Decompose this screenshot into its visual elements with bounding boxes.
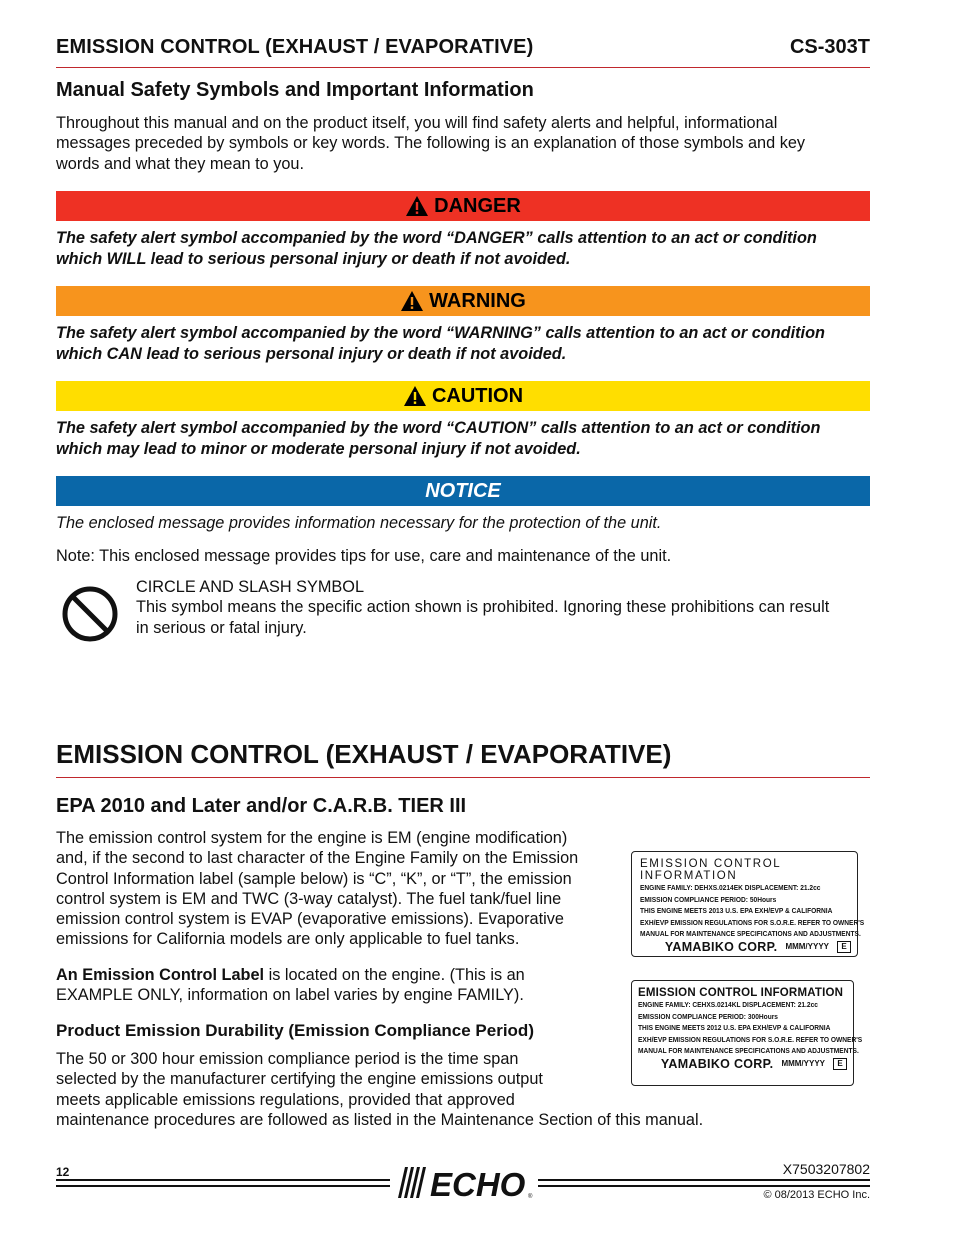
warning-banner bbox=[56, 286, 870, 316]
copyright: © 08/2013 ECHO Inc. bbox=[763, 1189, 870, 1201]
emission-label-sample-1: EMISSION CONTROL INFORMATION ENGINE FAMILY: DEHXS.0214EK DISPLACEMENT: 21.2cc EMISSION COMPLIANCE PERIOD: 50Hours THIS ENGINE MEETS 2013 U.S. EPA EXH/EVP & CALIFORNIA EXH/EVP EMISSION REGULATIONS FOR S.O.R.E. REFER TO OWNER'S MANUAL FOR MAINTENANCE SPECIFICATIONS AND ADJUSTMENTS. YAMABIKO CORP. MMM/YYYY E bbox=[631, 851, 858, 957]
emission-paragraph-1: The emission control system for the engine is EM (engine modification) and, if the second to last character of the Engine Family on the Emission Control Information label (sample below) is “C”, “K”, or “T”, the emission control system is EM and TWC (3-way catalyst). The fuel tank/fuel line emission control system is EVAP (evaporative emissions). Evaporative emissions for California models are only applicable to fuel tanks. bbox=[56, 829, 579, 949]
alert-triangle-icon bbox=[400, 290, 424, 312]
note-text: Note: This enclosed message provides tips for use, care and maintenance of the unit. bbox=[56, 547, 672, 565]
notice-banner bbox=[56, 476, 870, 506]
circle-slash-icon bbox=[60, 584, 120, 644]
header-section-title: EMISSION CONTROL (EXHAUST / EVAPORATIVE) bbox=[56, 36, 534, 58]
alert-triangle-icon bbox=[403, 385, 427, 407]
emission-label-bold: An Emission Control Label bbox=[56, 966, 265, 984]
header-model: CS-303T bbox=[789, 36, 870, 58]
danger-text: The safety alert symbol accompanied by the word “DANGER” calls attention to an act or condition which WILL lead to serious personal injury or death if not avoided. bbox=[56, 229, 817, 268]
page-header bbox=[56, 32, 870, 68]
circle-slash-description: CIRCLE AND SLASH SYMBOL This symbol means the specific action shown is prohibited. Ignoring these prohibitions can result in serious or fatal injury. bbox=[136, 578, 830, 637]
warning-text: The safety alert symbol accompanied by the word “WARNING” calls attention to an act or condition which CAN lead to serious personal injury or death if not avoided. bbox=[56, 324, 825, 363]
danger-label: DANGER bbox=[434, 194, 521, 217]
e-mark-icon: E bbox=[833, 1058, 847, 1070]
caution-label: CAUTION bbox=[431, 384, 524, 407]
circle-slash-title: CIRCLE AND SLASH SYMBOL bbox=[136, 578, 365, 596]
page-number: 12 bbox=[56, 1165, 70, 1179]
warning-label: WARNING bbox=[429, 289, 526, 312]
caution-text: The safety alert symbol accompanied by the word “CAUTION” calls attention to an act or condition which may lead to minor or moderate personal injury if not avoided. bbox=[56, 419, 821, 458]
danger-banner bbox=[56, 191, 870, 221]
emission-title: EMISSION CONTROL (EXHAUST / EVAPORATIVE) bbox=[56, 739, 870, 778]
alert-triangle-icon bbox=[405, 195, 429, 217]
doc-number: X7503207802 bbox=[782, 1161, 870, 1177]
notice-label: NOTICE bbox=[425, 479, 501, 502]
echo-logo-mark-icon bbox=[390, 1163, 538, 1203]
label-2-title: EMISSION CONTROL INFORMATION bbox=[638, 987, 844, 999]
caution-banner bbox=[56, 381, 870, 411]
label-1-corp: YAMABIKO CORP. bbox=[664, 939, 778, 954]
durability-title: Product Emission Durability (Emission Compliance Period) bbox=[56, 1021, 534, 1040]
echo-logo-text: ECHO bbox=[430, 1166, 526, 1203]
echo-logo bbox=[390, 1163, 538, 1203]
emission-label-sample-2: EMISSION CONTROL INFORMATION ENGINE FAMILY: CEHXS.0214KL DISPLACEMENT: 21.2cc EMISSION COMPLIANCE PERIOD: 300Hours THIS ENGINE MEETS 2012 U.S. EPA EXH/EVP & CALIFORNIA EXH/EVP EMISSION REGULATIONS FOR S.O.R.E. REFER TO OWNER'S MANUAL FOR MAINTENANCE SPECIFICATIONS AND ADJUSTMENTS. YAMABIKO CORP. MMM/YYYY E bbox=[631, 980, 854, 1086]
safety-section-title: Manual Safety Symbols and Important Information bbox=[56, 79, 534, 101]
label-1-title: EMISSION CONTROL INFORMATION bbox=[640, 858, 781, 882]
emission-subtitle: EPA 2010 and Later and/or C.A.R.B. TIER III bbox=[56, 795, 467, 817]
safety-intro: Throughout this manual and on the product itself, you will find safety alerts and helpful, informational messages preceded by symbols or key words. The following is an explanation of those symbols and key words and what they mean to you. bbox=[56, 114, 806, 173]
emission-paragraph-3: The 50 or 300 hour emission compliance period is the time span selected by the manufacturer certifying the engine emissions output meets applicable emissions regulations, provided that approved maintenance procedures are followed as listed in the Maintenance Section of this manual. bbox=[56, 1050, 704, 1129]
svg-text:®: ® bbox=[528, 1194, 533, 1200]
label-2-corp: YAMABIKO CORP. bbox=[660, 1056, 774, 1071]
e-mark-icon: E bbox=[837, 941, 851, 953]
notice-text: The enclosed message provides information necessary for the protection of the unit. bbox=[56, 514, 662, 532]
emission-paragraph-2: An Emission Control Label is located on the engine. (This is an EXAMPLE ONLY, information on label varies by engine FAMILY). bbox=[56, 966, 525, 1005]
